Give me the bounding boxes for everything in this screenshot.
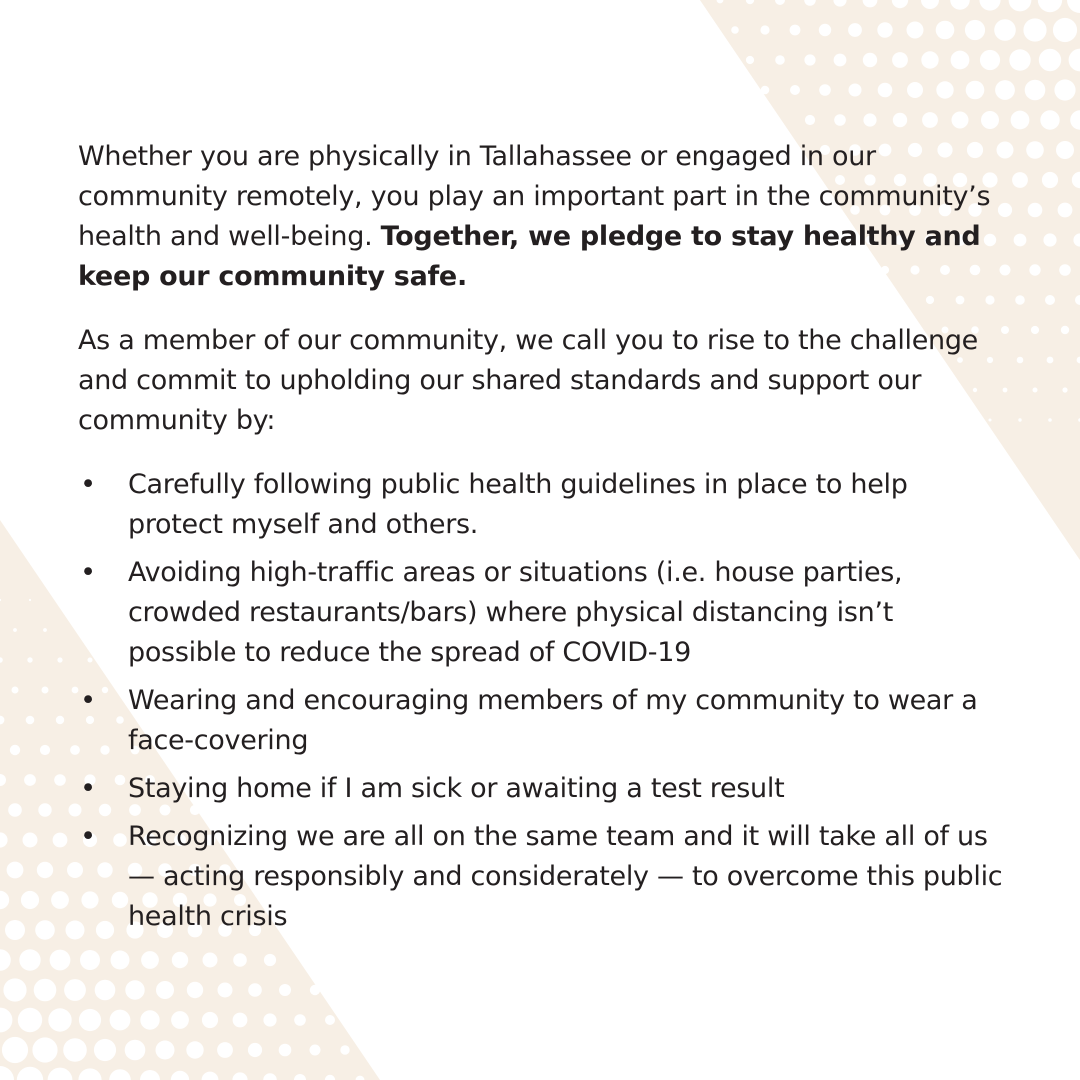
pledge-text: Recognizing we are all on the same team and it will take all of us — acting responsibly and considerately — to overcome this public health crisis — [128, 821, 1003, 932]
halftone-dot — [10, 745, 20, 755]
halftone-dot — [233, 1013, 248, 1028]
halftone-dot — [790, 85, 800, 95]
halftone-dot — [922, 112, 938, 128]
halftone-dot — [7, 862, 24, 879]
pledge-text: Staying home if I am sick or awaiting a test result — [128, 773, 785, 804]
halftone-dot — [13, 628, 17, 632]
halftone-dot — [310, 1045, 321, 1056]
halftone-dot — [37, 862, 53, 878]
halftone-dot — [1017, 357, 1024, 364]
halftone-dot — [1059, 264, 1071, 276]
halftone-dot — [340, 1045, 349, 1054]
halftone-dot — [294, 1014, 306, 1026]
halftone-dot — [12, 687, 19, 694]
halftone-dot — [877, 22, 892, 37]
halftone-dot — [141, 951, 159, 969]
halftone-dot — [248, 983, 262, 997]
halftone-dot — [54, 774, 66, 786]
halftone-dot — [187, 982, 203, 998]
halftone-dot — [892, 52, 908, 68]
halftone-dot — [980, 50, 1000, 70]
halftone-dot — [95, 980, 116, 1001]
bullet-icon: • — [80, 773, 96, 804]
halftone-dot — [760, 25, 769, 34]
halftone-dot — [1009, 49, 1030, 70]
halftone-dot — [1062, 387, 1067, 392]
halftone-dot — [731, 26, 739, 34]
halftone-dot — [775, 55, 785, 65]
halftone-dot — [965, 20, 985, 40]
halftone-dot — [34, 979, 57, 1002]
halftone-dot — [907, 22, 924, 39]
halftone-dot — [1061, 326, 1069, 334]
halftone-dot — [111, 951, 130, 970]
halftone-dot — [2, 1037, 28, 1063]
halftone-dot — [279, 1044, 292, 1057]
halftone-dot — [171, 1011, 189, 1029]
pledge-text: Avoiding high-traffic areas or situations (i.e. house parties, crowded restaurants/bars) where physical distancing isn’t possible to reduce the spread of COVID-19 — [128, 557, 903, 668]
halftone-dot — [50, 950, 71, 971]
halftone-dot — [279, 984, 291, 996]
halftone-dot — [42, 687, 49, 694]
pledge-list — [78, 465, 1008, 937]
pledge-text — [78, 137, 1008, 945]
halftone-dot — [966, 81, 985, 100]
halftone-dot — [849, 84, 862, 97]
halftone-dot — [1018, 418, 1021, 421]
halftone-dot — [140, 1010, 159, 1029]
halftone-dot — [907, 82, 923, 98]
halftone-dot — [29, 599, 31, 601]
halftone-dot — [110, 1010, 131, 1031]
halftone-dot — [202, 1012, 218, 1028]
halftone-dot — [51, 891, 69, 909]
halftone-dot — [263, 1013, 276, 1026]
halftone-dot — [21, 891, 39, 909]
bullet-icon: • — [80, 557, 96, 588]
halftone-dot — [1054, 79, 1075, 100]
halftone-dot — [1014, 234, 1027, 247]
halftone-dot — [1012, 172, 1028, 188]
call-paragraph: As a member of our community, we call you to rise to the challenge and commit to upholding our shared standards and support our community by: — [78, 325, 978, 436]
halftone-dot — [936, 81, 953, 98]
halftone-dot — [805, 115, 815, 125]
halftone-dot — [125, 1040, 146, 1061]
halftone-dot — [3, 978, 26, 1001]
halftone-dot — [186, 1041, 203, 1058]
halftone-dot — [1048, 418, 1052, 422]
halftone-dot — [790, 25, 801, 36]
pledge-item-face-covering — [78, 681, 1008, 761]
halftone-dot — [1025, 80, 1046, 101]
pledge-item-avoid-crowds — [78, 553, 1008, 673]
halftone-dot — [172, 952, 188, 968]
halftone-dot — [38, 803, 51, 816]
halftone-dot — [24, 774, 36, 786]
halftone-dot — [1029, 264, 1040, 275]
halftone-dot — [921, 51, 938, 68]
halftone-dot — [863, 113, 876, 126]
halftone-dot — [56, 716, 64, 724]
pledge-item-stay-home — [78, 769, 1008, 809]
halftone-dot — [53, 833, 68, 848]
halftone-dot — [1023, 18, 1046, 41]
halftone-dot — [1026, 141, 1044, 159]
halftone-dot — [819, 84, 831, 96]
halftone-dot — [746, 56, 754, 64]
halftone-dot — [218, 983, 233, 998]
pledge-text: Wearing and encouraging members of my community to wear a face-covering — [128, 685, 978, 756]
halftone-dot — [893, 113, 907, 127]
bullet-icon: • — [80, 685, 96, 716]
pledge-text: Carefully following public health guidelines in place to help protect myself and others. — [128, 469, 908, 540]
halftone-dot — [878, 83, 893, 98]
halftone-dot — [952, 112, 969, 129]
halftone-dot — [1043, 233, 1056, 246]
halftone-dot — [156, 1041, 175, 1060]
halftone-dot — [40, 745, 50, 755]
halftone-dot — [32, 1037, 57, 1062]
halftone-dot — [233, 953, 247, 967]
halftone-dot — [325, 1015, 335, 1025]
halftone-dot — [248, 1043, 262, 1057]
halftone-dot — [1033, 388, 1038, 393]
halftone-dot — [79, 1009, 101, 1031]
halftone-dot — [5, 920, 25, 940]
halftone-dot — [156, 981, 174, 999]
halftone-dot — [43, 628, 47, 632]
halftone-dot — [994, 19, 1016, 41]
halftone-dot — [995, 80, 1015, 100]
halftone-dot — [1015, 295, 1025, 305]
halftone-dot — [1045, 295, 1055, 305]
halftone-dot — [951, 51, 970, 70]
halftone-dot — [217, 1042, 233, 1058]
halftone-dot — [1031, 326, 1039, 334]
halftone-dot — [1053, 18, 1077, 42]
halftone-dot — [1058, 203, 1073, 218]
halftone-dot — [1056, 141, 1074, 159]
halftone-dot — [1047, 357, 1054, 364]
halftone-dot — [310, 985, 320, 995]
halftone-dot — [35, 920, 55, 940]
bullet-icon: • — [80, 469, 96, 500]
halftone-dot — [19, 949, 40, 970]
halftone-dot — [1011, 111, 1030, 130]
halftone-dot — [94, 1039, 116, 1061]
halftone-dot — [80, 950, 100, 970]
halftone-dot — [834, 114, 846, 126]
halftone-dot — [18, 1008, 42, 1032]
halftone-dot — [203, 953, 218, 968]
halftone-dot — [804, 54, 815, 65]
intro-paragraph — [78, 137, 1008, 297]
halftone-dot — [981, 111, 999, 129]
pledge-item-same-team — [78, 817, 1008, 937]
halftone-dot — [264, 954, 276, 966]
halftone-dot — [863, 53, 877, 67]
halftone-dot — [761, 86, 770, 95]
halftone-dot — [8, 803, 22, 817]
intro-text: Whether you are physically in Tallahassee or engaged in our community remotely, you play an important part in the community’s health and well-being. — [78, 141, 991, 252]
halftone-dot — [819, 24, 831, 36]
halftone-dot — [1028, 203, 1043, 218]
halftone-dot — [936, 21, 955, 40]
halftone-dot — [64, 979, 86, 1001]
halftone-dot — [63, 1038, 87, 1062]
halftone-dot — [48, 1008, 71, 1031]
halftone-dot — [1042, 172, 1058, 188]
halftone-dot — [27, 657, 32, 662]
halftone-dot — [23, 833, 38, 848]
halftone-dot — [1039, 49, 1061, 71]
halftone-dot — [57, 657, 62, 662]
pledge-item-guidelines — [78, 465, 1008, 545]
halftone-dot — [848, 23, 862, 37]
halftone-dot — [1040, 110, 1059, 129]
halftone-dot — [26, 716, 35, 725]
halftone-dot — [125, 980, 144, 999]
intro-pledge-bold: Together, we pledge to stay healthy and keep our community safe. — [78, 221, 981, 292]
halftone-dot — [834, 54, 847, 67]
bullet-icon: • — [80, 821, 96, 852]
